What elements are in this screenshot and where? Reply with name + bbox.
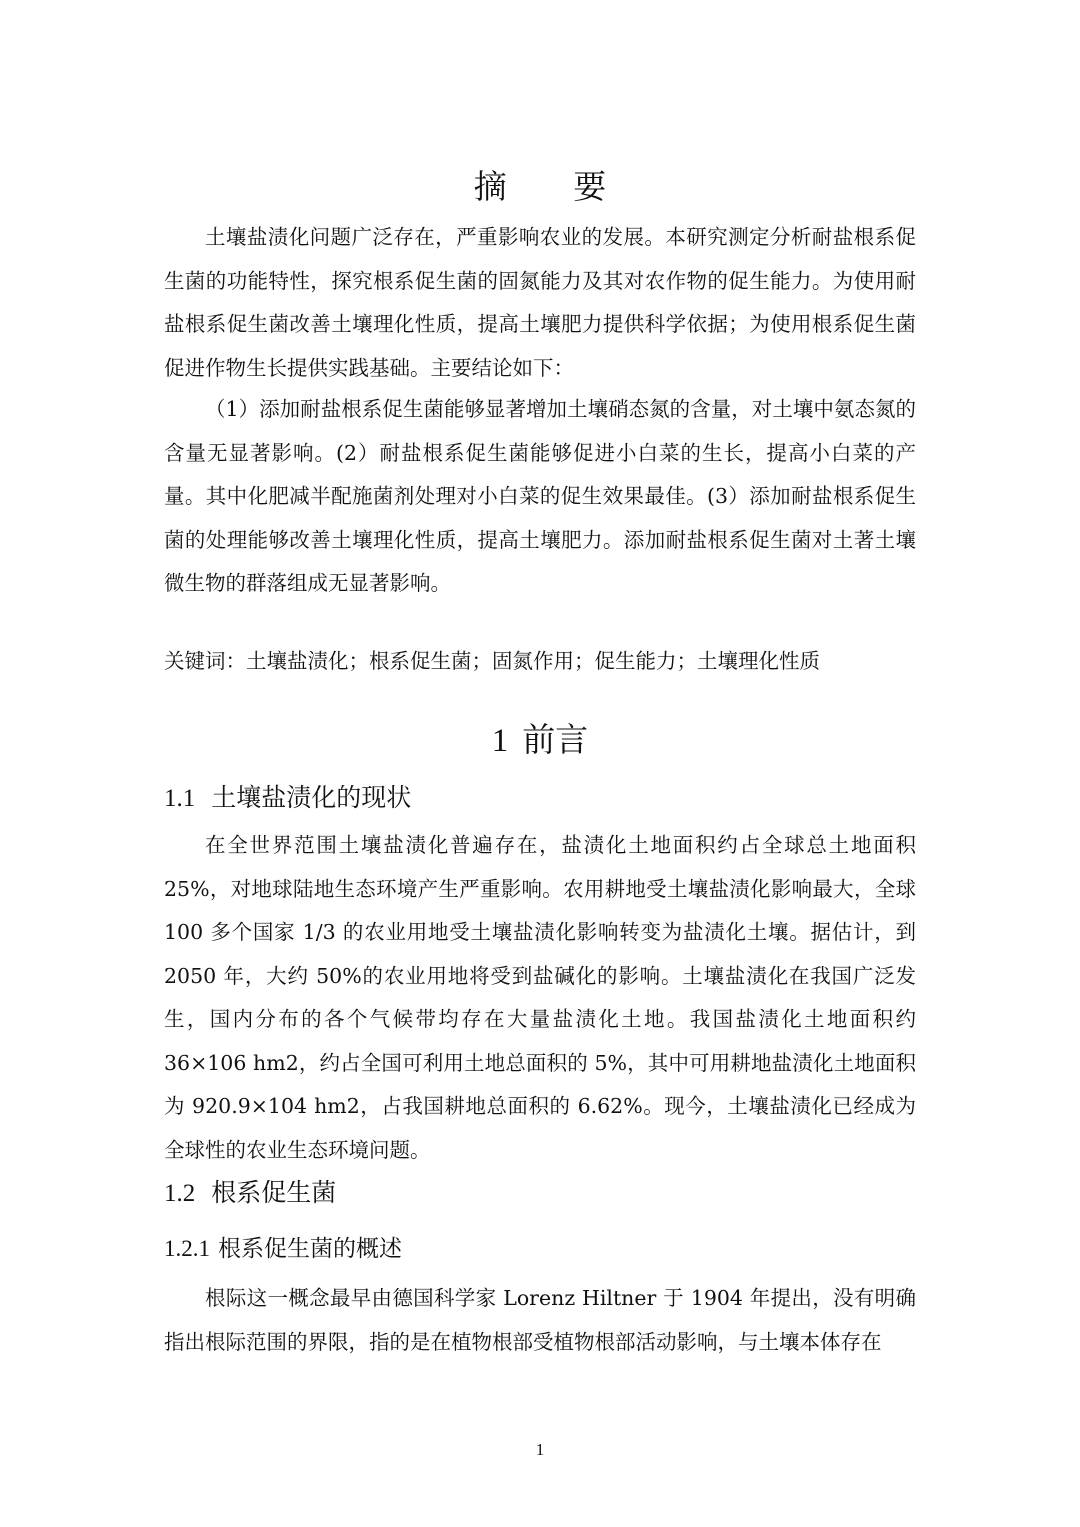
keywords-text: 土壤盐渍化；根系促生菌；固氮作用；促生能力；土壤理化性质 bbox=[246, 649, 820, 673]
abstract-title: 摘 要 bbox=[473, 167, 635, 206]
section-heading-1-2 bbox=[164, 1173, 336, 1214]
section-number: 1.2 bbox=[164, 1180, 196, 1207]
chapter-title: 前言 bbox=[522, 720, 589, 759]
keywords-label: 关键词： bbox=[164, 649, 246, 673]
abstract-paragraph: 土壤盐渍化问题广泛存在，严重影响农业的发展。本研究测定分析耐盐根系促生菌的功能特性，探究根系促生菌的固氮能力及其对农作物的促生能力。为使用耐盐根系促生菌改善土壤理化性质，提高土壤肥力提供科学依据；为使用根系促生菌促进作物生长提供实践基础。主要结论如下： bbox=[164, 225, 916, 380]
subsection-title: 根系促生菌的概述 bbox=[218, 1236, 402, 1262]
chapter-heading bbox=[164, 712, 916, 769]
section-1-2-1-body bbox=[164, 1277, 916, 1364]
section-1-2-1-paragraph: 根际这一概念最早由德国科学家 Lorenz Hiltner 于 1904 年提出，没有明确指出根际范围的界限，指的是在植物根部受植物根部活动影响，与土壤本体存在 bbox=[164, 1286, 916, 1354]
conclusions-paragraph: （1）添加耐盐根系促生菌能够显著增加土壤硝态氮的含量，对土壤中氨态氮的含量无显著影响。(2）耐盐根系促生菌能够促进小白菜的生长，提高小白菜的产量。其中化肥减半配施菌剂处理对小白菜的促生效果最佳。(3）添加耐盐根系促生菌的处理能够改善土壤理化性质，提高土壤肥力。添加耐盐根系促生菌对土著土壤微生物的群落组成无显著影响。 bbox=[164, 397, 916, 595]
section-title: 根系促生菌 bbox=[211, 1178, 337, 1207]
section-number: 1.1 bbox=[164, 785, 196, 812]
keywords-line bbox=[164, 640, 916, 683]
section-title: 土壤盐渍化的现状 bbox=[211, 783, 412, 812]
section-heading-1-1 bbox=[164, 778, 411, 819]
chapter-number: 1 bbox=[491, 723, 509, 759]
section-1-1-body bbox=[164, 824, 916, 1172]
subsection-number: 1.2.1 bbox=[164, 1236, 210, 1261]
subsection-heading-1-2-1 bbox=[164, 1229, 402, 1269]
abstract-section bbox=[164, 216, 916, 390]
section-1-1-paragraph: 在全世界范围土壤盐渍化普遍存在，盐渍化土地面积约占全球总土地面积25%，对地球陆地生态环境产生严重影响。农用耕地受土壤盐渍化影响最大，全球 100 多个国家 1/3 的农业用地受土壤盐渍化影响转变为盐渍化土壤。据估计，到 2050 年，大约 50%的农业用地将受到盐碱化的影响。土壤盐渍化在我国广泛发生，国内分布的各个气候带均存在大量盐渍化土地。我国盐渍化土地面积约36×106 hm2，约占全国可利用土地总面积的 5%，其中可用耕地盐渍化土地面积为 920.9×104 hm2，占我国耕地总面积的 6.62%。现今，土壤盐渍化已经成为全球性的农业生态环境问题。 bbox=[164, 833, 916, 1162]
conclusions-section bbox=[164, 388, 916, 606]
page-number: 1 bbox=[535, 1440, 545, 1459]
